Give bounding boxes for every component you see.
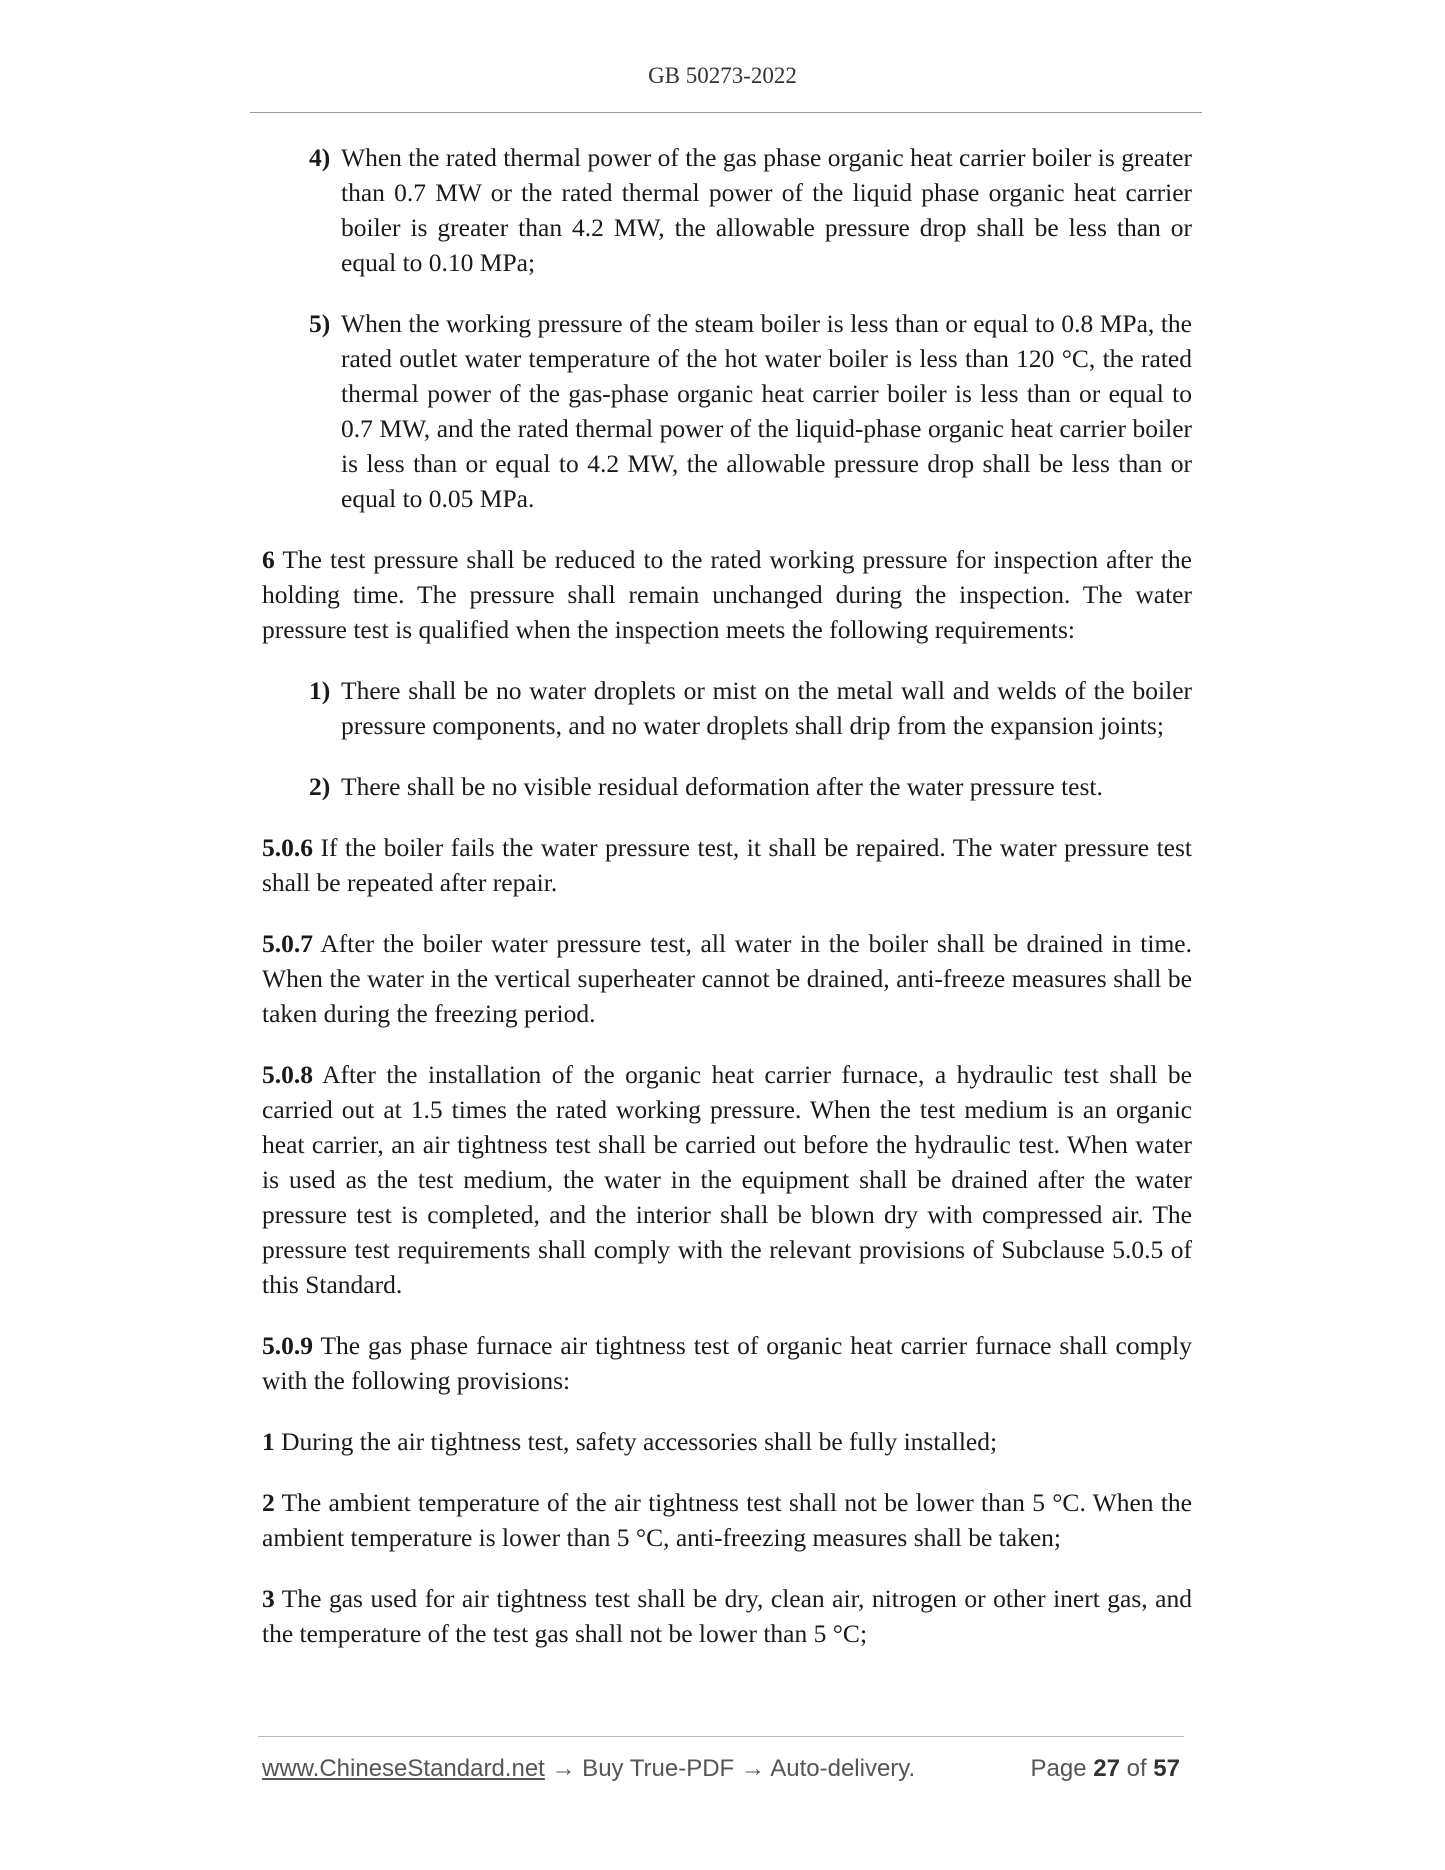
provision-text: The gas used for air tightness test shall be dry, clean air, nitrogen or other inert gas, and the temperature of the test gas shall not be lower than 5 °C; (262, 1584, 1192, 1648)
page-footer (262, 1755, 1182, 1787)
clause-5-0-9 (262, 1328, 1192, 1398)
clause-6-item-1 (262, 673, 1192, 743)
list-text: There shall be no water droplets or mist on the metal wall and welds of the boiler pressure components, and no water droplets shall drip from the expansion joints; (341, 676, 1192, 740)
provision-text: The ambient temperature of the air tightness test shall not be lower than 5 °C. When the ambient temperature is lower than 5 °C, anti-freezing measures shall be taken; (262, 1488, 1192, 1552)
clause-5-0-7 (262, 926, 1192, 1031)
list-text: There shall be no visible residual deformation after the water pressure test. (341, 772, 1103, 801)
list-number: 2) (309, 772, 331, 801)
provision-number: 3 (262, 1584, 275, 1613)
clause-number: 5.0.7 (262, 929, 313, 958)
clause-text: The test pressure shall be reduced to the rated working pressure for inspection after the holding time. The pressure shall remain unchanged during the inspection. The water pressure test is qualified when the inspection meets the following requirements: (262, 545, 1192, 644)
footer-divider (258, 1736, 1184, 1737)
website-link[interactable]: www.ChineseStandard.net (262, 1755, 545, 1782)
clause-5-0-6 (262, 830, 1192, 900)
current-page: 27 (1093, 1755, 1120, 1782)
list-item-4 (262, 140, 1192, 280)
document-body (262, 140, 1192, 1677)
page-indicator (1031, 1755, 1180, 1783)
page-header: GB 50273-2022 (648, 63, 797, 88)
provision-number: 2 (262, 1488, 275, 1517)
footer-left (262, 1755, 915, 1783)
list-number: 1) (309, 676, 331, 705)
page-label: Page (1030, 1755, 1094, 1782)
provision-3 (262, 1581, 1192, 1651)
provision-text: During the air tightness test, safety accessories shall be fully installed; (274, 1427, 998, 1456)
clause-number: 5.0.8 (262, 1060, 313, 1089)
clause-text: The gas phase furnace air tightness test of organic heat carrier furnace shall comply with the following provisions: (262, 1331, 1192, 1395)
total-pages: 57 (1153, 1755, 1180, 1782)
list-number: 5) (309, 309, 331, 338)
list-text: When the rated thermal power of the gas phase organic heat carrier boiler is greater than 0.7 MW or the rated thermal power of the liquid phase organic heat carrier boiler is greater than 4.2 MW, the allowable pressure drop shall be less than or equal to 0.10 MPa; (341, 143, 1192, 277)
clause-6-item-2 (262, 769, 1192, 804)
provision-1 (262, 1424, 1192, 1459)
footer-tagline: → Buy True-PDF → Auto-delivery. (544, 1755, 916, 1782)
of-label: of (1119, 1755, 1154, 1782)
list-item-5 (262, 306, 1192, 516)
clause-number: 6 (262, 545, 275, 574)
clause-text: If the boiler fails the water pressure test, it shall be repaired. The water pressure test shall be repeated after repair. (262, 833, 1192, 897)
clause-text: After the installation of the organic heat carrier furnace, a hydraulic test shall be carried out at 1.5 times the rated working pressure. When the test medium is an organic heat carrier, an air tightness test shall be carried out before the hydraulic test. When water is used as the test medium, the water in the equipment shall be drained after the water pressure test is completed, and the interior shall be blown dry with compressed air. The pressure test requirements shall comply with the relevant provisions of Subclause 5.0.5 of this Standard. (262, 1060, 1192, 1299)
clause-text: After the boiler water pressure test, all water in the boiler shall be drained in time. When the water in the vertical superheater cannot be drained, anti-freeze measures shall be taken during the freezing period. (262, 929, 1192, 1028)
provision-2 (262, 1485, 1192, 1555)
clause-number: 5.0.9 (262, 1331, 313, 1360)
list-number: 4) (309, 143, 331, 172)
clause-6 (262, 542, 1192, 647)
clause-5-0-8 (262, 1057, 1192, 1302)
provision-number: 1 (262, 1427, 275, 1456)
header-divider (250, 112, 1202, 113)
clause-number: 5.0.6 (262, 833, 313, 862)
list-text: When the working pressure of the steam boiler is less than or equal to 0.8 MPa, the rated outlet water temperature of the hot water boiler is less than 120 °C, the rated thermal power of the gas-phase organic heat carrier boiler is less than or equal to 0.7 MW, and the rated thermal power of the liquid-phase organic heat carrier boiler is less than or equal to 4.2 MW, the allowable pressure drop shall be less than or equal to 0.05 MPa. (341, 309, 1192, 513)
